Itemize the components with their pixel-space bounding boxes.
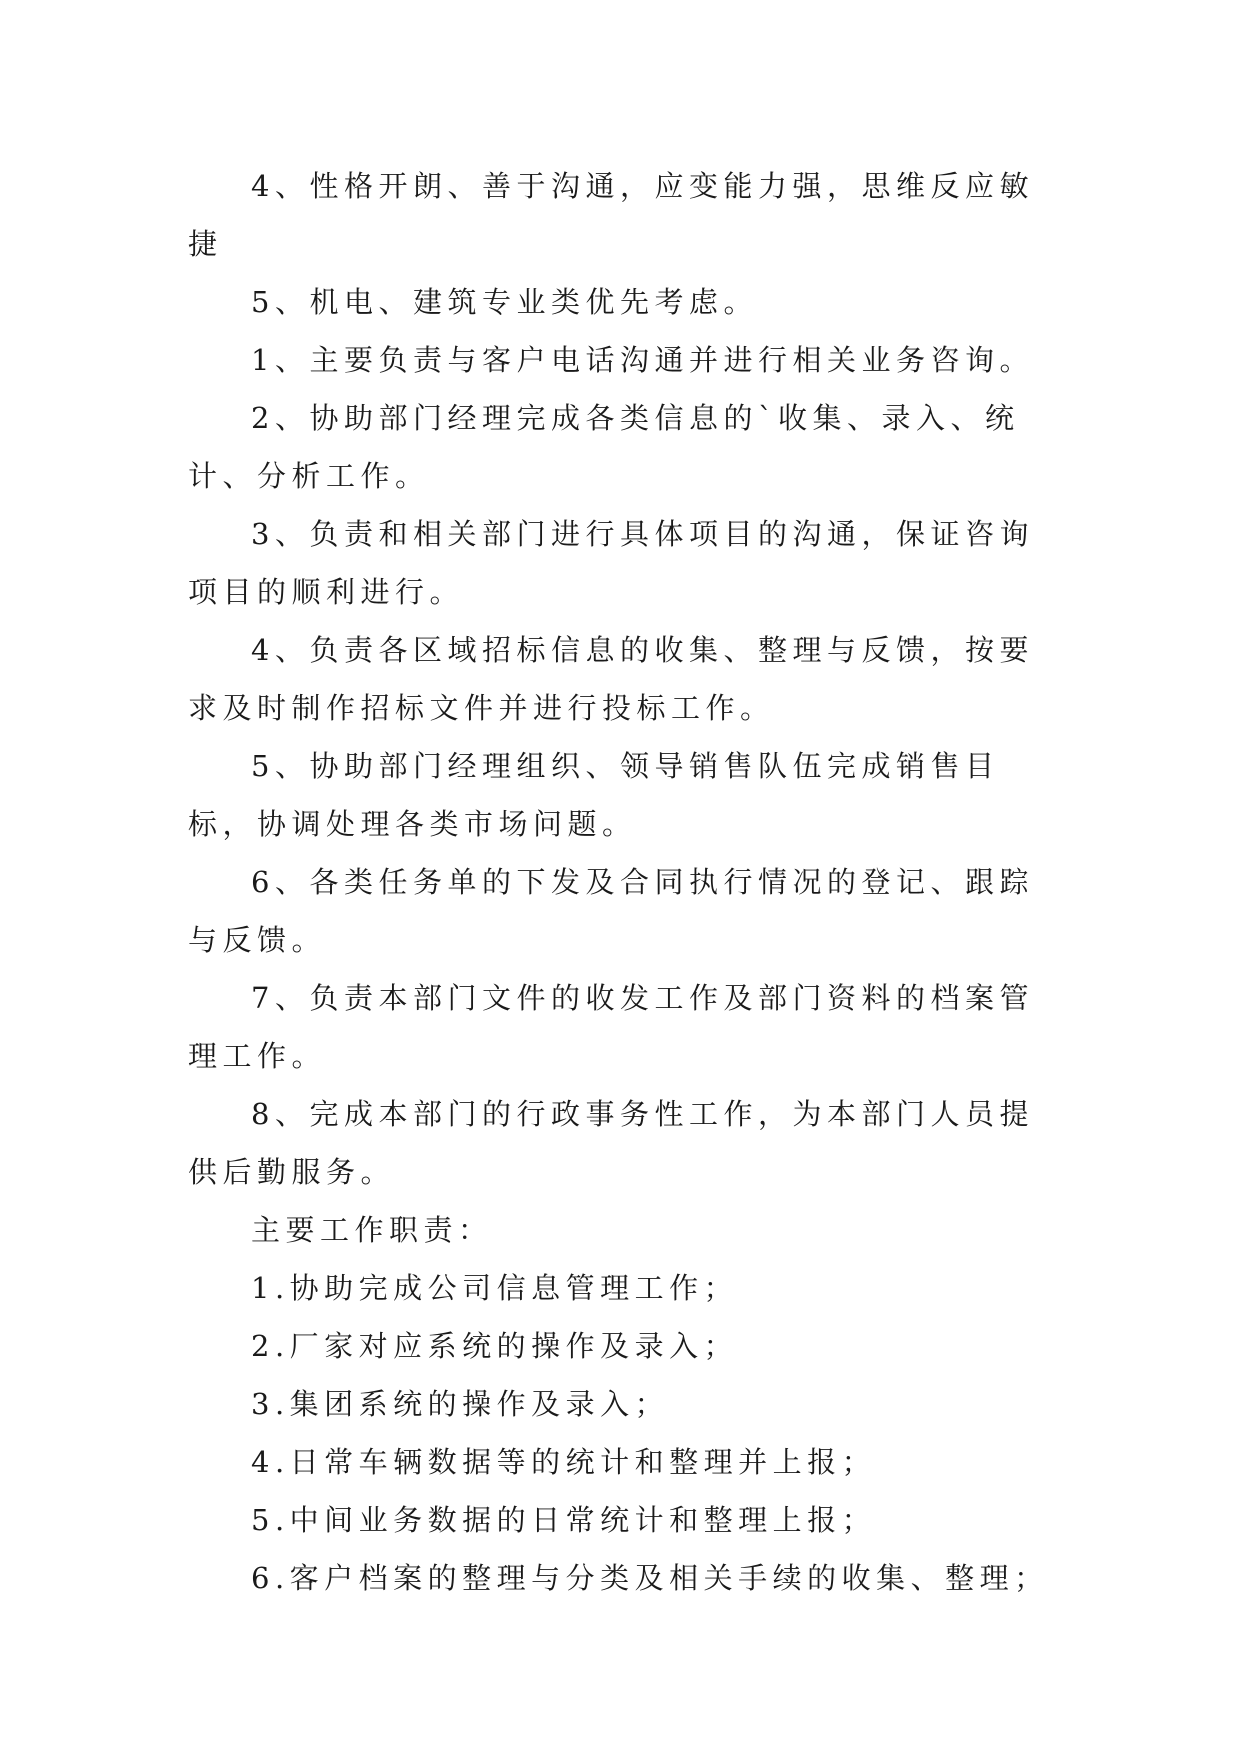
paragraph: 7、负责本部门文件的收发工作及部门资料的档案管理工作。 — [188, 981, 1034, 1073]
paragraph: 8、完成本部门的行政事务性工作，为本部门人员提供后勤服务。 — [188, 1097, 1034, 1189]
list-item: 2.厂家对应系统的操作及录入； — [251, 1329, 739, 1363]
list-item: 6.客户档案的整理与分类及相关手续的收集、整理； — [251, 1561, 1049, 1595]
paragraph: 4、性格开朗、善于沟通，应变能力强，思维反应敏捷 — [188, 169, 1034, 261]
list-item: 4.日常车辆数据等的统计和整理并上报； — [251, 1445, 877, 1479]
list-item: 3.集团系统的操作及录入； — [251, 1387, 670, 1421]
paragraph: 3、负责和相关部门进行具体项目的沟通，保证咨询项目的顺利进行。 — [188, 517, 1034, 609]
list-item: 5.中间业务数据的日常统计和整理上报； — [251, 1503, 877, 1537]
section-heading: 主要工作职责： — [251, 1213, 493, 1247]
paragraph: 4、负责各区域招标信息的收集、整理与反馈，按要求及时制作招标文件并进行投标工作。 — [188, 633, 1034, 725]
paragraph: 1、主要负责与客户电话沟通并进行相关业务咨询。 — [251, 343, 1034, 377]
paragraph: 2、协助部门经理完成各类信息的`收集、录入、统计、分析工作。 — [188, 401, 1020, 493]
paragraph: 6、各类任务单的下发及合同执行情况的登记、跟踪与反馈。 — [188, 865, 1034, 957]
list-item: 1.协助完成公司信息管理工作； — [251, 1271, 739, 1305]
paragraph: 5、机电、建筑专业类优先考虑。 — [251, 285, 758, 319]
document-body — [188, 157, 1068, 1607]
paragraph: 5、协助部门经理组织、领导销售队伍完成销售目标，协调处理各类市场问题。 — [188, 749, 1000, 841]
